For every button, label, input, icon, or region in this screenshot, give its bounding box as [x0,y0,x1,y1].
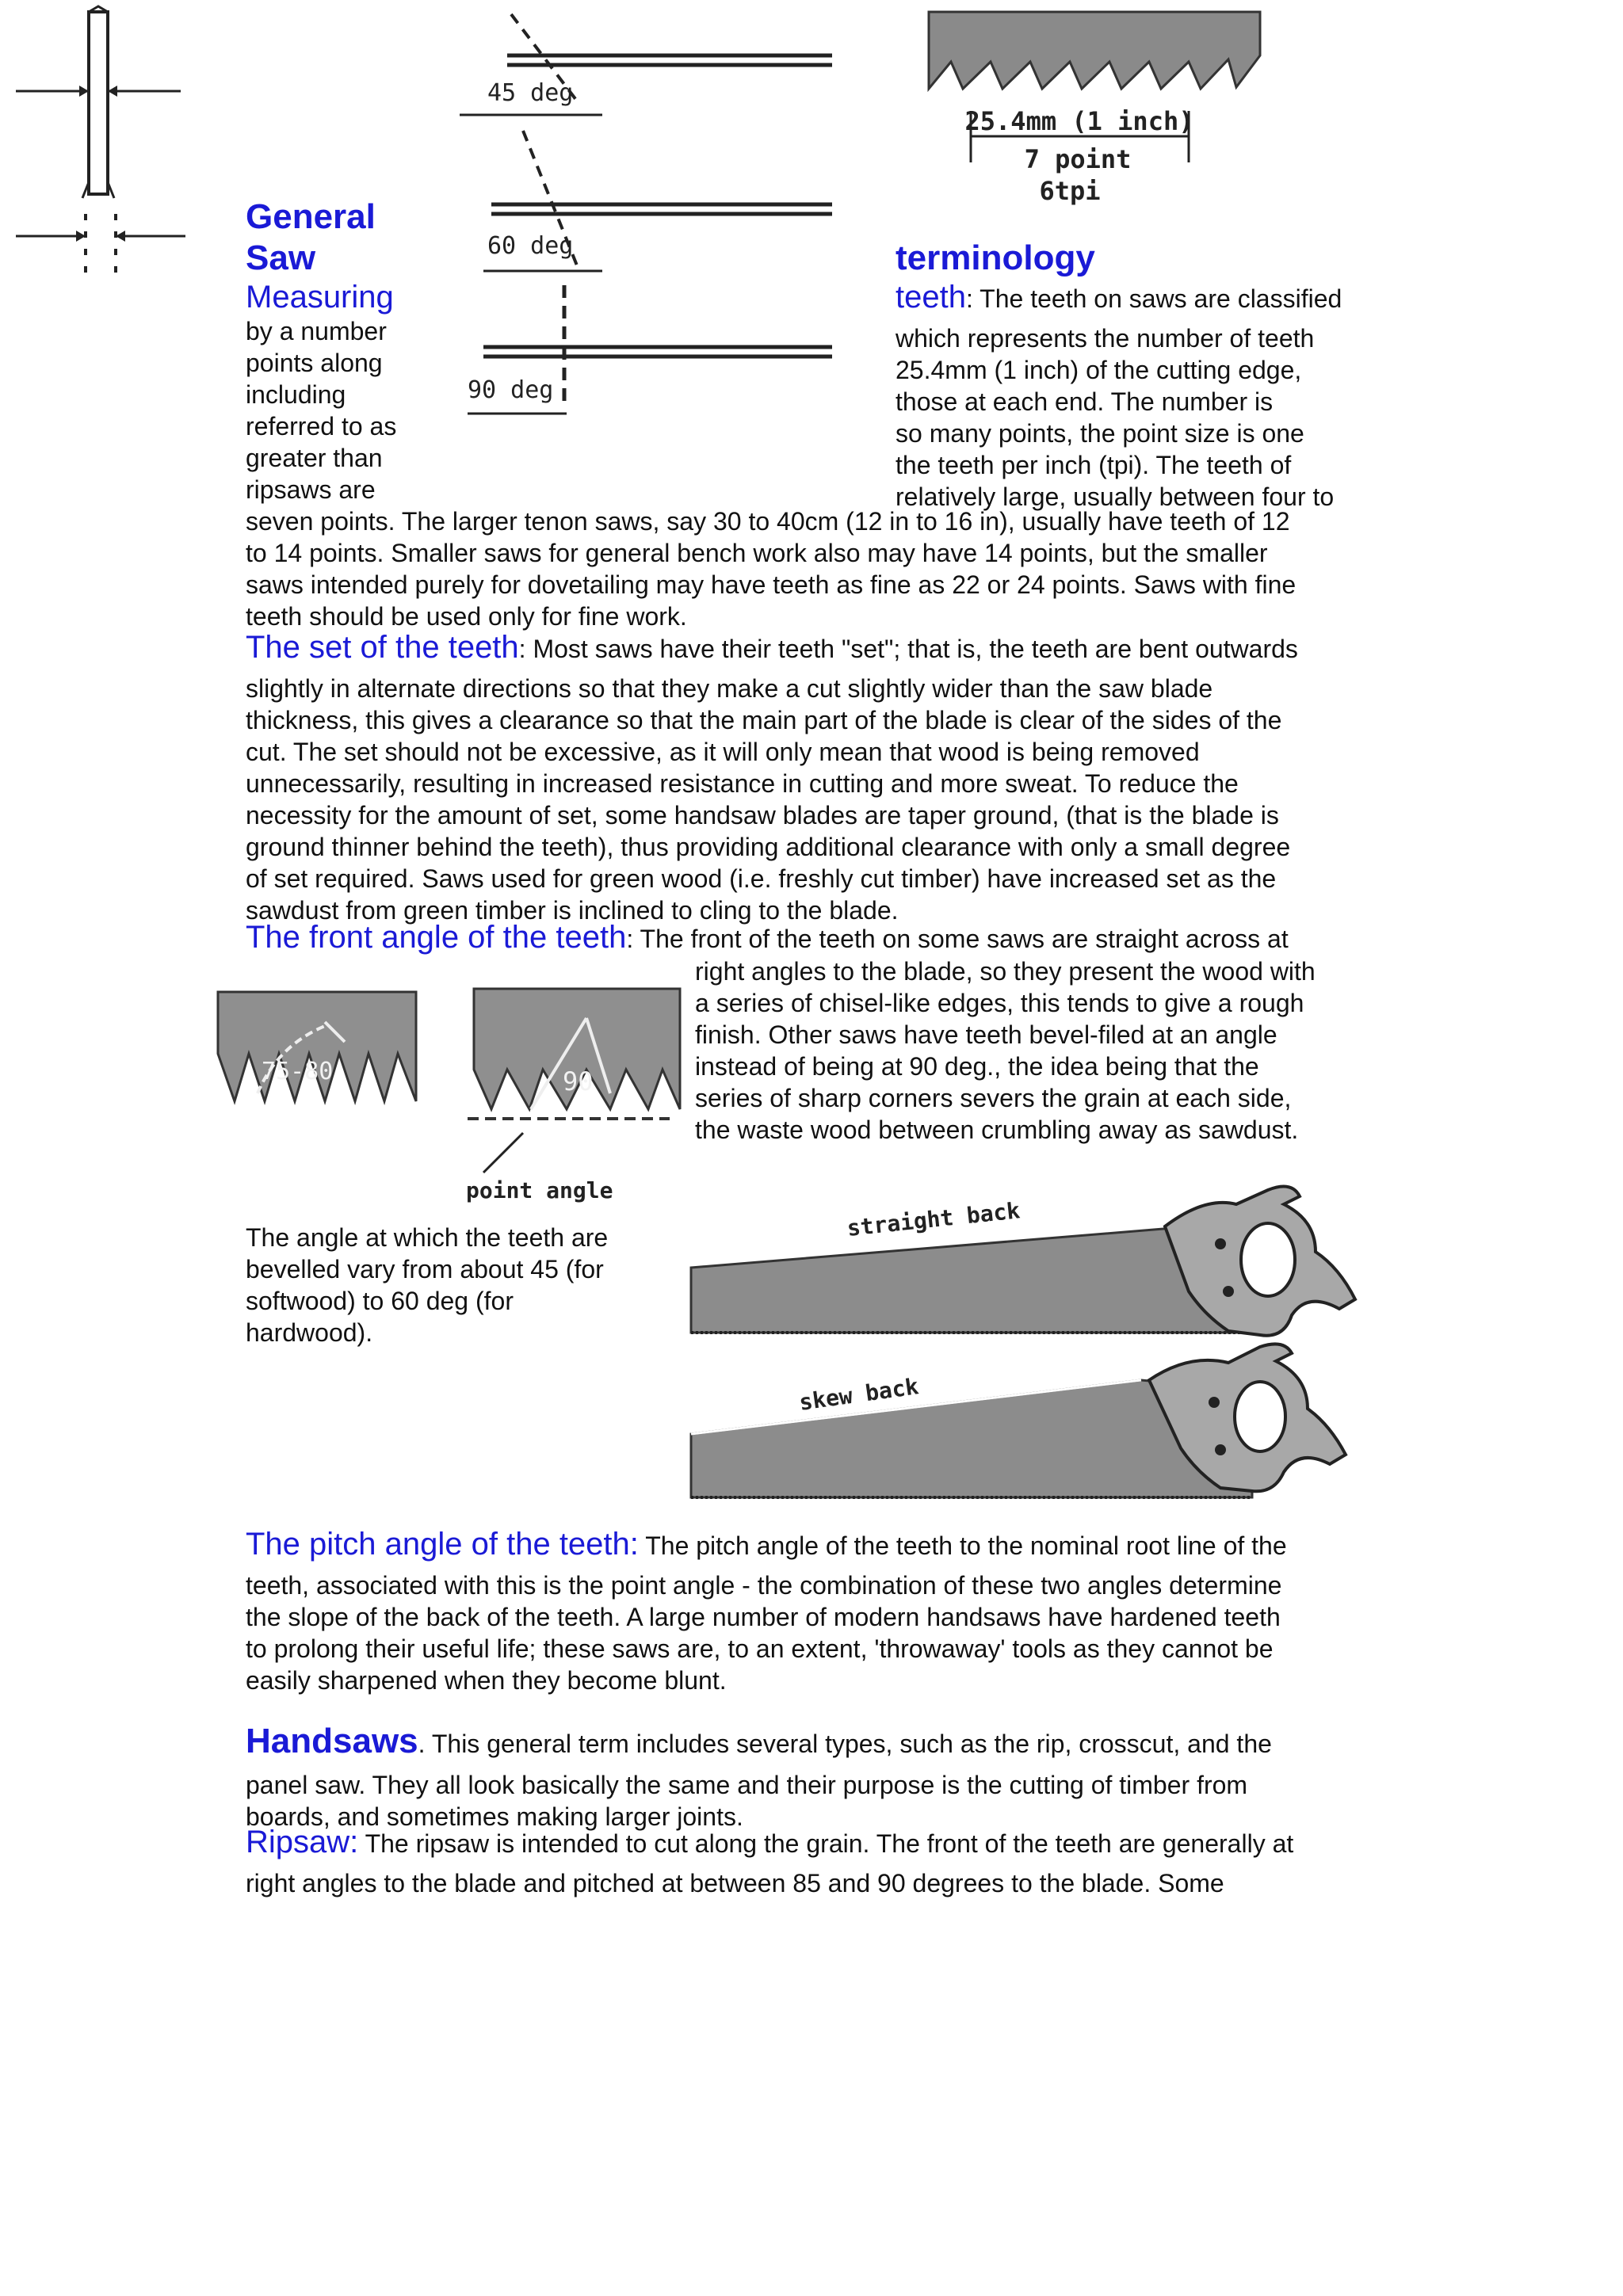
saw-types-figure [682,1173,1379,1505]
measuring-full-line: teeth should be used only for fine work. [246,602,687,631]
set-term: The set of the teeth [246,630,519,665]
measuring-right-line: which represents the number of teeth [896,324,1315,353]
teeth-term: teeth [896,280,966,315]
bevel-note [246,1222,608,1348]
heading-terminology: terminology [896,238,1095,277]
measuring-full-line: to 14 points. Smaller saws for general bench work also may have 14 points, but the smaller [246,539,1268,567]
pitch-section [246,1526,1287,1696]
handsaws-first-line: . This general term includes several types, such as the rip, crosscut, and the [418,1730,1272,1758]
set-line: thickness, this gives a clearance so that the main part of the blade is clear of the sides of the [246,706,1282,734]
handsaws-line: panel saw. They all look basically the same and their purpose is the cutting of timber from [246,1771,1248,1799]
measuring-left-line: ripsaws are [246,475,376,504]
handsaws-line: boards, and sometimes making larger joints. [246,1802,743,1831]
measuring-left-line: greater than [246,444,383,472]
measuring-right-line: : The teeth on saws are classified [965,284,1342,313]
handsaws-term: Handsaws [246,1722,418,1760]
set-line: cut. The set should not be excessive, as it will only mean that wood is being removed [246,738,1200,766]
bevel-line: hardwood). [246,1318,373,1347]
front-line: instead of being at 90 deg., the idea being that the [695,1052,1259,1081]
pitch-line: teeth, associated with this is the point angle - the combination of these two angles determine [246,1571,1282,1600]
measure-tpi-label: 6tpi [1039,176,1101,206]
tooth-angle-a-label: 75-80 [262,1058,334,1085]
measuring-right-line: the teeth per inch (tpi). The teeth of [896,451,1292,479]
measuring-term: Measuring [246,280,394,315]
set-line: sawdust from green timber is inclined to cling to the blade. [246,896,899,925]
skew-back-label: skew back [797,1373,921,1416]
pitch-term: The pitch angle of the teeth: [246,1527,639,1562]
heading-general: General [246,197,376,236]
measuring-right-line: 25.4mm (1 inch) of the cutting edge, [896,356,1302,384]
set-line: necessity for the amount of set, some handsaw blades are taper ground, (that is the blade is [246,801,1279,830]
measuring-right-line: those at each end. The number is [896,387,1274,416]
heading-saw: Saw [246,238,316,277]
point-angle-label: point angle [466,1177,613,1203]
handsaws-section [246,1721,1272,1833]
measure-mm-label: 25.4mm (1 inch) [964,106,1194,136]
set-line: : Most saws have their teeth "set"; that is, the teeth are bent outwards [518,635,1298,663]
set-line: slightly in alternate directions so that they make a cut slightly wider than the saw blade [246,674,1213,703]
measuring-right-column [896,279,1342,513]
teeth-per-inch-diagram [911,0,1284,214]
set-line: of set required. Saws used for green wood (i.e. freshly cut timber) have increased set as the [246,864,1277,893]
bevel-line: The angle at which the teeth are [246,1223,609,1252]
measuring-left-line: points along [246,349,383,377]
bevel-line: softwood) to 60 deg (for [246,1287,514,1315]
bevel-angle-diagram [460,0,848,428]
measuring-full-paragraph [246,505,1296,632]
pitch-line: the slope of the back of the teeth. A large number of modern handsaws have hardened teeth [246,1603,1281,1631]
ripsaw-first-line: The ripsaw is intended to cut along the grain. The front of the teeth are generally at [358,1829,1294,1858]
bevel-line: bevelled vary from about 45 (for [246,1255,604,1283]
straight-back-label: straight back [846,1197,1022,1241]
measuring-right-line: relatively large, usually between four to [896,482,1335,511]
kerf-diagram [0,0,198,285]
measuring-left-line: referred to as [246,412,397,441]
pitch-line: to prolong their useful life; these saws are, to an extent, 'throwaway' tools as they cannot be [246,1634,1274,1663]
measuring-full-line: saws intended purely for dovetailing may have teeth as fine as 22 or 24 points. Saws with fine [246,570,1296,599]
angle-90-label: 90 deg [468,376,554,404]
ripsaw-term: Ripsaw: [246,1825,359,1859]
set-section [246,629,1298,926]
ripsaw-line: right angles to the blade and pitched at between 85 and 90 degrees to the blade. Some [246,1869,1224,1897]
tooth-angle-figures [214,982,689,1212]
front-line: the waste wood between crumbling away as sawdust. [695,1116,1299,1144]
front-term: The front angle of the teeth [246,920,627,955]
set-line: unnecessarily, resulting in increased resistance in cutting and more sweat. To reduce the [246,769,1239,798]
measuring-full-line: seven points. The larger tenon saws, say 30 to 40cm (12 in to 16 in), usually have teeth of 12 [246,507,1290,536]
measure-point-label: 7 point [1024,144,1132,174]
ripsaw-section [246,1824,1293,1899]
front-line: series of sharp corners severs the grain at each side, [695,1084,1292,1112]
measuring-left-line: by a number [246,317,387,345]
measuring-left-column [246,279,396,505]
angle-60-label: 60 deg [487,232,574,260]
front-line: right angles to the blade, so they present the wood with [695,957,1316,986]
front-first-line: : The front of the teeth on some saws are straight across at [626,925,1289,953]
front-line: a series of chisel-like edges, this tends to give a rough [695,989,1304,1017]
set-line: ground thinner behind the teeth), thus providing additional clearance with only a small degree [246,833,1291,861]
front-angle-paragraph [695,955,1316,1146]
pitch-first-line: The pitch angle of the teeth to the nominal root line of the [638,1531,1287,1560]
front-line: finish. Other saws have teeth bevel-filed at an angle [695,1020,1277,1049]
measuring-left-line: including [246,380,346,409]
tooth-angle-b-label: 90 [563,1066,594,1097]
measuring-right-line: so many points, the point size is one [896,419,1304,448]
angle-45-label: 45 deg [487,79,574,107]
pitch-line: easily sharpened when they become blunt. [246,1666,727,1695]
